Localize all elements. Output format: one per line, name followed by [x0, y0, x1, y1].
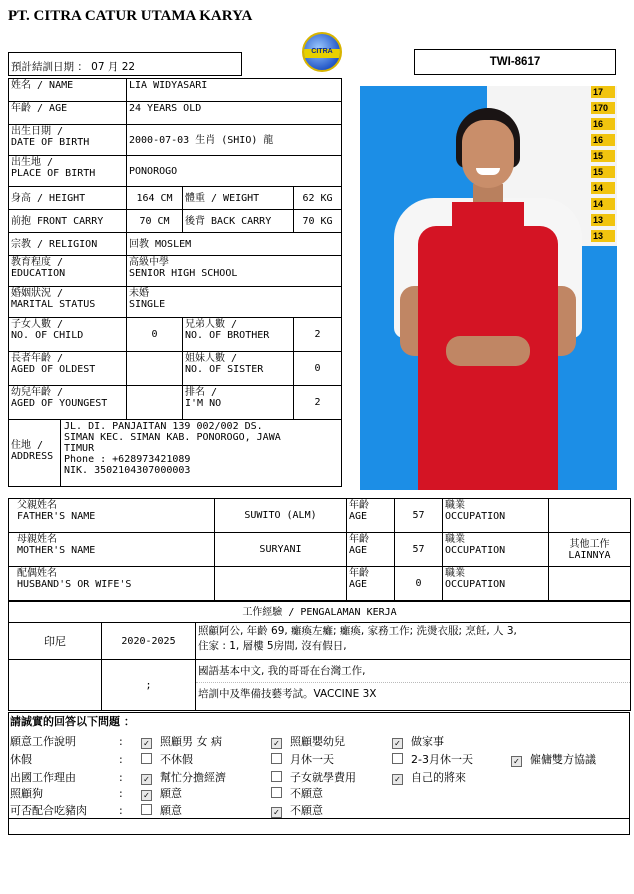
pob-label: 出生地 / PLACE OF BIRTH: [9, 156, 127, 187]
footer-blank-row: [8, 819, 630, 835]
question-label: 照顧狗: [10, 787, 43, 800]
option-no-holiday[interactable]: 不休假: [141, 753, 193, 767]
checkbox[interactable]: ✓: [271, 807, 282, 818]
father-name: SUWITO (ALM): [215, 499, 347, 533]
weight-value: 62 KG: [294, 187, 342, 210]
option-help-family[interactable]: ✓ 幫忙分擔經濟: [141, 771, 226, 785]
checkbox[interactable]: ✓: [271, 738, 282, 749]
checkbox[interactable]: [271, 787, 282, 798]
pob-value: PONOROGO: [127, 156, 342, 187]
spouse-name: [215, 567, 347, 601]
checkbox[interactable]: ✓: [141, 738, 152, 749]
checkbox[interactable]: ✓: [141, 774, 152, 785]
option-care-elderly[interactable]: ✓ 照顧男 女 病: [141, 735, 222, 749]
height-label: 身高 / HEIGHT: [9, 187, 127, 210]
ruler-tick: 13: [591, 230, 615, 242]
work-separator: ;: [102, 660, 196, 711]
checkbox[interactable]: ✓: [392, 738, 403, 749]
work-description: 照顧阿公, 年齡 69, 癱瘓左癱; 癱瘓, 家務工作; 洗燙衣服; 烹飪, 人 3, 住家 : 1, 層樓 5房間, 沒有假日,: [196, 623, 631, 660]
option-housework[interactable]: ✓ 做家事: [392, 735, 444, 749]
youngest-value: [127, 386, 183, 420]
work-notes: 國語基本中文, 我的哥哥在台灣工作, 培訓中及準備技藝考試。VACCINE 3X: [196, 660, 631, 711]
checkbox[interactable]: [271, 753, 282, 764]
spouse-age-label: 年齡 AGE: [347, 567, 395, 601]
name-label: 姓名 / NAME: [9, 79, 127, 102]
age-label: 年齡 / AGE: [9, 102, 127, 125]
option-pork-willing[interactable]: 願意: [141, 804, 182, 818]
checkbox[interactable]: [141, 804, 152, 815]
child-value: 0: [127, 318, 183, 352]
option-children-education[interactable]: 子女就學費用: [271, 771, 356, 785]
question-colon: :: [119, 753, 123, 766]
front-carry-value: 70 CM: [127, 210, 183, 233]
father-occupation: [549, 499, 631, 533]
family-table: [8, 498, 631, 601]
dob-label: 出生日期 / DATE OF BIRTH: [9, 125, 127, 156]
dob-value: 2000-07-03 生肖 (SHIO) 龍: [127, 125, 342, 156]
address-value: JL. DI. PANJAITAN 139 002/002 DS. SIMAN KEC. SIMAN KAB. PONOROGO, JAWA TIMUR Phone : +628973421089 NIK. 3502104307000003: [64, 421, 281, 476]
question-label: 可否配合吃豬肉: [10, 804, 87, 817]
spouse-age: 0: [395, 567, 443, 601]
question-label: 出國工作理由: [10, 771, 76, 784]
ruler-tick: 16: [591, 134, 615, 146]
personal-info-table: [8, 78, 342, 487]
back-carry-value: 70 KG: [294, 210, 342, 233]
mother-age: 57: [395, 533, 443, 567]
name-value: LIA WIDYASARI: [127, 79, 342, 102]
spouse-occupation: [549, 567, 631, 601]
marital-label: 婚姻狀況 / MARITAL STATUS: [9, 287, 127, 318]
age-value: 24 YEARS OLD: [127, 102, 342, 125]
option-pork-unwilling[interactable]: ✓ 不願意: [271, 804, 323, 818]
education-value: 高級中學 SENIOR HIGH SCHOOL: [127, 256, 342, 287]
ruler-tick: 16: [591, 118, 615, 130]
company-name: PT. CITRA CATUR UTAMA KARYA: [8, 8, 253, 24]
religion-value: 回教 MOSLEM: [127, 233, 342, 256]
worker-code: TWI-8617: [414, 49, 616, 75]
questions-title: 請誠實的回答以下問題 ：: [10, 715, 135, 728]
address-row: [9, 420, 342, 487]
father-occupation-label: 職業 OCCUPATION: [443, 499, 549, 533]
question-colon: :: [119, 771, 123, 784]
ruler-tick: 15: [591, 150, 615, 162]
checkbox[interactable]: ✓: [392, 774, 403, 785]
option-one-day-month[interactable]: 月休一天: [271, 753, 334, 767]
ruler-tick: 170: [591, 102, 615, 114]
father-age-label: 年齡 AGE: [347, 499, 395, 533]
checkbox[interactable]: [392, 753, 403, 764]
weight-label: 體重 / WEIGHT: [183, 187, 294, 210]
worker-photo: [360, 86, 617, 490]
option-dog-unwilling[interactable]: 不願意: [271, 787, 323, 801]
ruler-tick: 17: [591, 86, 615, 98]
ruler-tick: 14: [591, 182, 615, 194]
father-label: 父親姓名 FATHER'S NAME: [9, 499, 215, 533]
address-label: 住地 / ADDRESS: [9, 420, 61, 486]
sister-label: 姐妹人數 / NO. OF SISTER: [183, 352, 294, 386]
oldest-value: [127, 352, 183, 386]
ruler-tick: 15: [591, 166, 615, 178]
work-country: 印尼: [9, 623, 102, 660]
order-value: 2: [294, 386, 342, 420]
father-age: 57: [395, 499, 443, 533]
front-carry-label: 前抱 FRONT CARRY: [9, 210, 127, 233]
question-colon: :: [119, 804, 123, 817]
option-dog-willing[interactable]: ✓ 願意: [141, 787, 182, 801]
question-label: 願意工作說明: [10, 735, 76, 748]
question-label: 休假: [10, 753, 32, 766]
marital-value: 未婚 SINGLE: [127, 287, 342, 318]
mother-label: 母親姓名 MOTHER'S NAME: [9, 533, 215, 567]
youngest-label: 幼兒年齡 / AGED OF YOUNGEST: [9, 386, 127, 420]
question-colon: :: [119, 735, 123, 748]
work-experience-table: [8, 601, 631, 711]
ruler-tick: 13: [591, 214, 615, 226]
checkbox[interactable]: ✓: [141, 790, 152, 801]
mother-age-label: 年齡 AGE: [347, 533, 395, 567]
checkbox[interactable]: ✓: [511, 756, 522, 767]
option-care-baby[interactable]: ✓ 照顧嬰幼兒: [271, 735, 345, 749]
religion-label: 宗教 / RELIGION: [9, 233, 127, 256]
education-label: 教育程度 / EDUCATION: [9, 256, 127, 287]
spouse-occupation-label: 職業 OCCUPATION: [443, 567, 549, 601]
mother-occupation-label: 職業 OCCUPATION: [443, 533, 549, 567]
brother-label: 兄弟人數 / NO. OF BROTHER: [183, 318, 294, 352]
work-period: 2020-2025: [102, 623, 196, 660]
company-logo-icon: [302, 32, 342, 72]
checkbox[interactable]: [141, 753, 152, 764]
sister-value: 0: [294, 352, 342, 386]
training-end-date: 預計結訓日期 ： 07 月 22: [8, 52, 242, 76]
brother-value: 2: [294, 318, 342, 352]
spouse-label: 配偶姓名 HUSBAND'S OR WIFE'S: [9, 567, 215, 601]
order-label: 排名 / I'M NO: [183, 386, 294, 420]
mother-occupation: 其他工作 LAINNYA: [549, 533, 631, 567]
mother-name: SURYANI: [215, 533, 347, 567]
oldest-label: 長者年齡 / AGED OF OLDEST: [9, 352, 127, 386]
logo-text: CITRA: [311, 48, 333, 55]
option-own-future[interactable]: ✓ 自己的將來: [392, 771, 466, 785]
child-label: 子女人數 / NO. OF CHILD: [9, 318, 127, 352]
height-value: 164 CM: [127, 187, 183, 210]
checkbox[interactable]: [271, 771, 282, 782]
question-colon: :: [119, 787, 123, 800]
option-every-2-3-months[interactable]: 2-3月休一天: [392, 753, 473, 767]
work-experience-title: 工作經驗 / PENGALAMAN KERJA: [9, 602, 631, 623]
option-mutual-agreement[interactable]: ✓ 僱傭雙方協議: [511, 753, 596, 767]
ruler-tick: 14: [591, 198, 615, 210]
questions-section: [8, 712, 630, 819]
back-carry-label: 後背 BACK CARRY: [183, 210, 294, 233]
